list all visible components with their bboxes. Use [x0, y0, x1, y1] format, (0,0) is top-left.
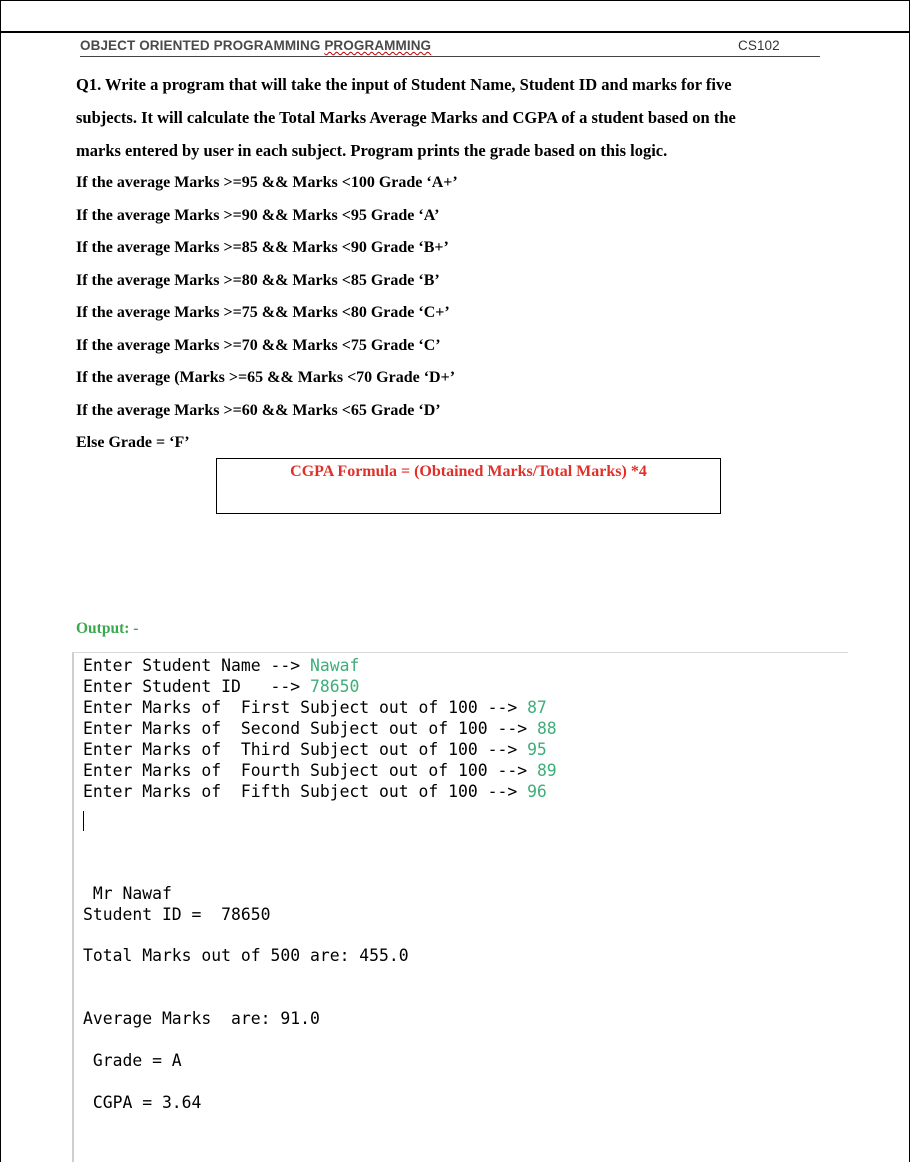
output-label: Output: -: [76, 620, 139, 637]
text-cursor: [83, 811, 84, 831]
grading-rule: Else Grade = ‘F’: [76, 434, 190, 451]
cgpa-formula: CGPA Formula = (Obtained Marks/Total Marks) *4: [290, 463, 647, 480]
console-input-line: [83, 656, 359, 676]
question-line: subjects. It will calculate the Total Marks Average Marks and CGPA of a student based on the: [76, 108, 736, 127]
console-prompt: Enter Marks of Second Subject out of 100 -->: [83, 719, 537, 738]
grading-rule: If the average Marks >=90 && Marks <95 Grade ‘A’: [76, 206, 440, 224]
course-title-spellcheck-word: PROGRAMMING: [324, 38, 432, 53]
page-header: [80, 38, 820, 57]
console-average-line: Average Marks are: 91.0: [83, 1009, 320, 1028]
console-input-line: [83, 677, 359, 697]
grading-rule: If the average (Marks >=65 && Marks <70 Grade ‘D+’: [76, 369, 456, 386]
question-line: marks entered by user in each subject. Program prints the grade based on this logic.: [76, 141, 668, 160]
console-input-line: [83, 761, 557, 781]
console-prompt: Enter Student ID -->: [83, 677, 310, 696]
grading-rule: If the average Marks >=85 && Marks <90 Grade ‘B+’: [76, 239, 449, 256]
question-text: [76, 68, 856, 167]
console-prompt: Enter Marks of First Subject out of 100 -->: [83, 698, 528, 717]
console-input-value: 96: [527, 782, 547, 801]
console-prompt: Enter Marks of Fourth Subject out of 100 -->: [83, 761, 537, 780]
formula-box: [216, 458, 721, 514]
console-id-line: Student ID = 78650: [83, 905, 271, 924]
header-rule: [0, 31, 910, 33]
course-code: CS102: [738, 38, 780, 53]
grading-rule: If the average Marks >=70 && Marks <75 Grade ‘C’: [76, 336, 441, 354]
console-prompt: Enter Student Name -->: [83, 656, 310, 675]
console-prompt: Enter Marks of Fifth Subject out of 100 -->: [83, 782, 528, 801]
console-input-value: 88: [536, 719, 557, 738]
console-input-line: [83, 698, 547, 718]
course-title: [80, 38, 431, 53]
grading-rule: If the average Marks >=75 && Marks <80 Grade ‘C+’: [76, 304, 450, 321]
console-output: [72, 652, 848, 1162]
console-cgpa-line: CGPA = 3.64: [83, 1093, 202, 1112]
console-input-line: [83, 719, 557, 739]
grading-rule: If the average Marks >=60 && Marks <65 Grade ‘D’: [76, 401, 441, 419]
console-input-value: 89: [536, 761, 557, 780]
console-input-line: [83, 782, 547, 802]
console-input-line: [83, 740, 547, 760]
console-input-value: 78650: [309, 677, 360, 696]
course-title-prefix: OBJECT ORIENTED PROGRAMMING: [80, 38, 325, 53]
console-prompt: Enter Marks of Third Subject out of 100 -->: [83, 740, 528, 759]
grading-rules: [76, 167, 776, 460]
console-grade-line: Grade = A: [83, 1051, 182, 1070]
console-name-line: Mr Nawaf: [83, 884, 172, 903]
console-input-value: Nawaf: [309, 656, 360, 675]
question-line: Q1. Write a program that will take the input of Student Name, Student ID and marks for five: [76, 75, 732, 94]
console-input-value: 87: [527, 698, 547, 717]
grading-rule: If the average Marks >=80 && Marks <85 Grade ‘B’: [76, 271, 440, 289]
console-input-value: 95: [527, 740, 547, 759]
grading-rule: If the average Marks >=95 && Marks <100 Grade ‘A+’: [76, 174, 458, 191]
console-total-line: Total Marks out of 500 are: 455.0: [83, 946, 409, 965]
